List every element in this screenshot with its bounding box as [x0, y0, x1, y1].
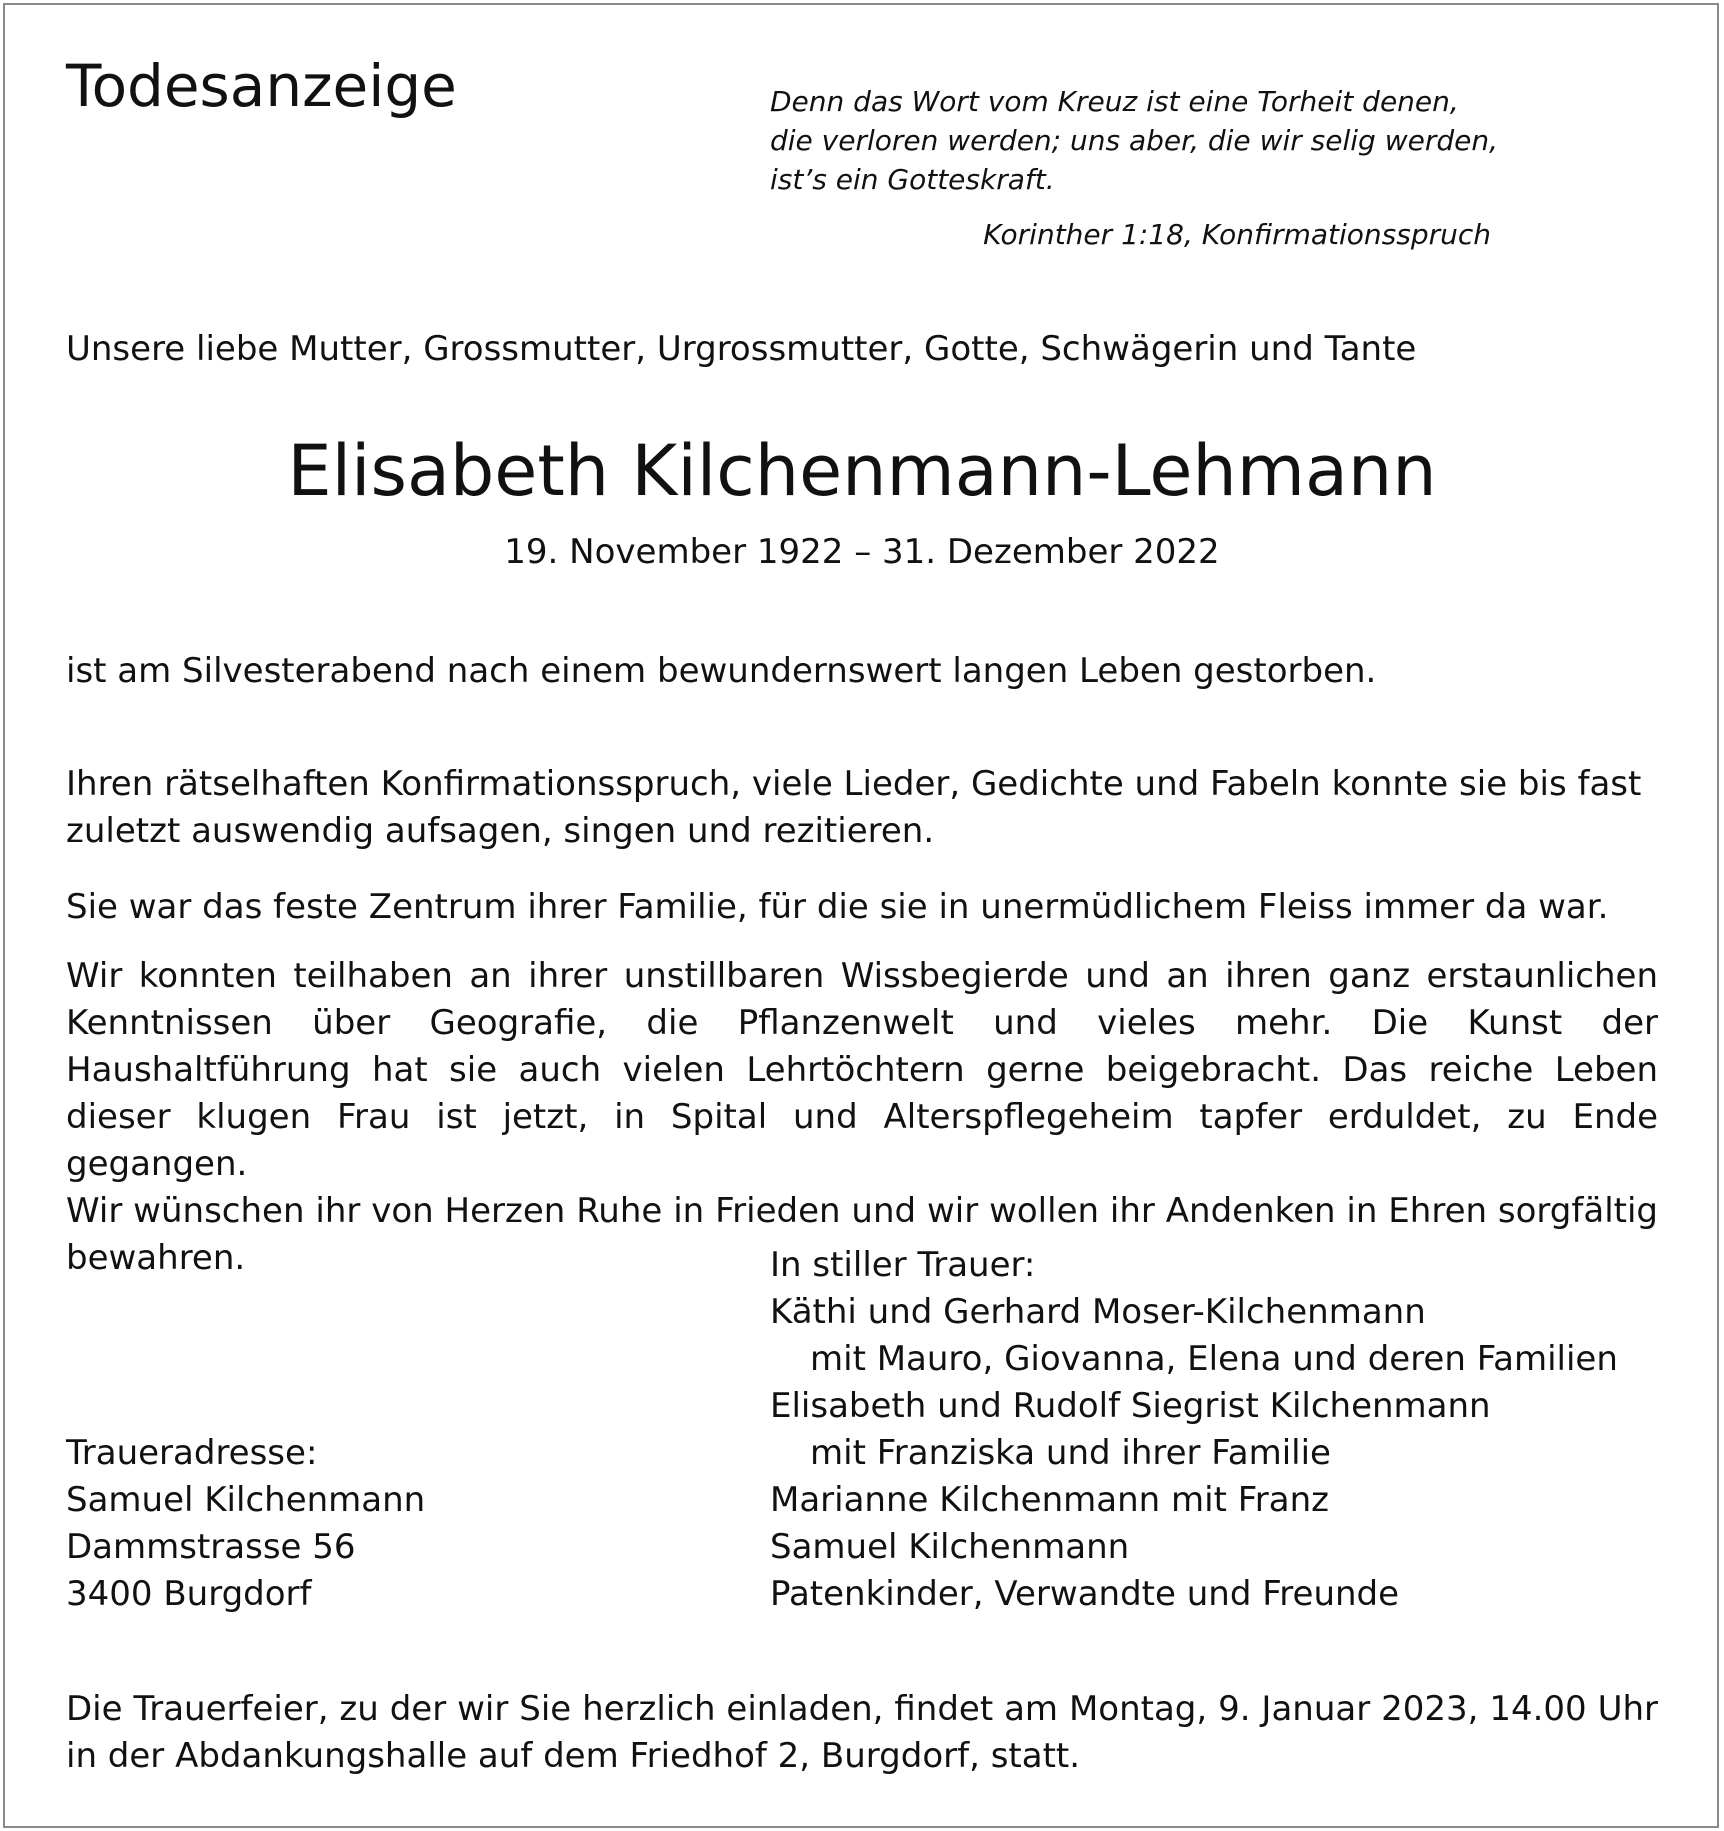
- bible-verse-line: Denn das Wort vom Kreuz ist eine Torheit denen,: [770, 85, 1459, 118]
- mourner-line: Marianne Kilchenmann mit Franz: [770, 1480, 1330, 1520]
- paragraph-memory: Ihren rätselhaften Konfirmationsspruch, viele Lieder, Gedichte und Fabeln konnte sie bis fast zuletzt auswendig aufsagen, singen und rezitieren.: [66, 764, 1642, 851]
- mourner-line: mit Mauro, Giovanna, Elena und deren Familien: [810, 1339, 1618, 1379]
- paragraph-tribute-text: Wir konnten teilhaben an ihrer unstillbaren Wissbegierde und an ihren ganz erstaunlichen Kenntnissen über Geografie, die Pflanzenwelt und vieles mehr. Die Kunst der Haushaltführung hat sie auch vielen Lehrtöchtern gerne beigebracht. Das reiche Leben dieser klugen Frau ist jetzt, in Spital und Alterspflegeheim tapfer erduldet, zu Ende gegangen.: [66, 956, 1658, 1184]
- address-name: Samuel Kilchenmann: [66, 1480, 426, 1520]
- bible-verse-source: Korinther 1:18, Konfirmationsspruch: [983, 218, 1491, 251]
- bible-verse: [770, 82, 1498, 199]
- intro-line: Unsere liebe Mutter, Grossmutter, Urgrossmutter, Gotte, Schwägerin und Tante: [66, 329, 1417, 369]
- mourner-line: mit Franziska und ihrer Familie: [810, 1433, 1331, 1473]
- mourner-line: Elisabeth und Rudolf Siegrist Kilchenmann: [770, 1386, 1491, 1426]
- mourners-heading: In stiller Trauer:: [770, 1245, 1036, 1285]
- paragraph-family: Sie war das feste Zentrum ihrer Familie, für die sie in unermüdlichem Fleiss immer da war.: [66, 887, 1609, 927]
- paragraph-tribute: [66, 953, 1658, 1282]
- mourning-address: [66, 1430, 425, 1618]
- mourners-list: [770, 1242, 1618, 1618]
- mourner-line: Käthi und Gerhard Moser-Kilchenmann: [770, 1292, 1426, 1332]
- bible-verse-line: die verloren werden; uns aber, die wir selig werden,: [770, 124, 1498, 157]
- paragraph-tribute-wish: Wir wünschen ihr von Herzen Ruhe in Frieden und wir wollen ihr Andenken in Ehren sorgfältig bewahren.: [66, 1191, 1658, 1278]
- address-street: Dammstrasse 56: [66, 1527, 356, 1567]
- notice-title: Todesanzeige: [66, 52, 457, 120]
- paragraph-death: ist am Silvesterabend nach einem bewundernswert langen Leben gestorben.: [66, 651, 1377, 691]
- address-city: 3400 Burgdorf: [66, 1574, 312, 1614]
- funeral-announcement: Die Trauerfeier, zu der wir Sie herzlich einladen, findet am Montag, 9. Januar 2023, 14.00 Uhr in der Abdankungshalle auf dem Friedhof 2, Burgdorf, statt.: [66, 1689, 1658, 1776]
- life-dates: 19. November 1922 – 31. Dezember 2022: [504, 532, 1220, 572]
- deceased-name: Elisabeth Kilchenmann-Lehmann: [287, 430, 1437, 512]
- address-label: Traueradresse:: [66, 1433, 318, 1473]
- bible-verse-line: ist’s ein Gotteskraft.: [770, 163, 1055, 196]
- mourner-line: Patenkinder, Verwandte und Freunde: [770, 1574, 1400, 1614]
- mourner-line: Samuel Kilchenmann: [770, 1527, 1130, 1567]
